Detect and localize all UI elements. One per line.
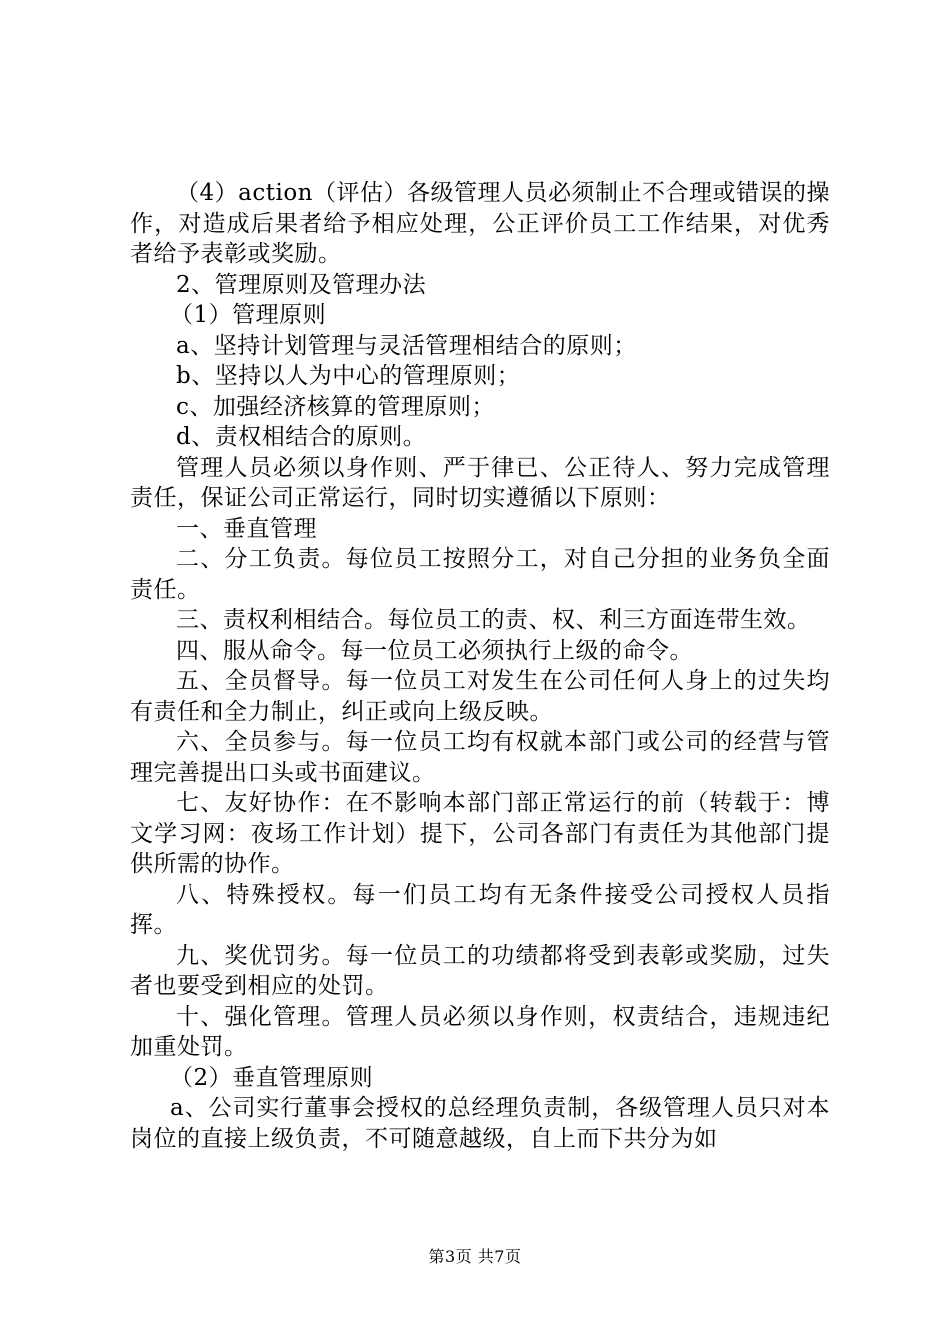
principle-8: 八、特殊授权。每一们员工均有无条件接受公司授权人员指挥。 bbox=[130, 881, 830, 938]
list-item-d: d、责权相结合的原则。 bbox=[176, 424, 427, 450]
principle-5: 五、全员督导。每一位员工对发生在公司任何人身上的过失均有责任和全力制止，纠正或向上级反映。 bbox=[130, 668, 830, 725]
list-item-b: b、坚持以人为中心的管理原则； bbox=[176, 363, 521, 389]
paragraph-manager-duties: 管理人员必须以身作则、严于律已、公正待人、努力完成管理责任，保证公司正常运行，同时切实遵循以下原则： bbox=[130, 454, 830, 511]
principle-10: 十、强化管理。管理人员必须以身作则，权责结合，违规违纪加重处罚。 bbox=[130, 1003, 830, 1060]
principle-9: 九、奖优罚劣。每一位员工的功绩都将受到表彰或奖励，过失者也要受到相应的处罚。 bbox=[130, 942, 830, 999]
heading-management-principles: 2、管理原则及管理办法 bbox=[176, 271, 427, 298]
subheading-principles: （1）管理原则 bbox=[170, 302, 327, 328]
principle-3: 三、责权利相结合。每位员工的责、权、利三方面连带生效。 bbox=[176, 607, 811, 633]
principle-4: 四、服从命令。每一位员工必须执行上级的命令。 bbox=[176, 637, 693, 664]
principle-1: 一、垂直管理 bbox=[176, 515, 317, 542]
principle-2: 二、分工负责。每位员工按照分工，对自己分担的业务负全面责任。 bbox=[130, 546, 830, 603]
subheading-vertical-management: （2）垂直管理原则 bbox=[170, 1064, 374, 1091]
list-item-a: a、坚持计划管理与灵活管理相结合的原则； bbox=[176, 332, 637, 359]
list-item-c: c、加强经济核算的管理原则； bbox=[176, 393, 495, 420]
principle-6: 六、全员参与。每一位员工均有权就本部门或公司的经营与管理完善提出口头或书面建议。 bbox=[130, 729, 830, 786]
principle-7: 七、友好协作：在不影响本部门部正常运行的前（转载于：博文学习网：夜场工作计划）提下，公司各部门有责任为其他部门提供所需的协作。 bbox=[130, 790, 830, 877]
page-number-footer: 第3页 共7页 bbox=[428, 1247, 522, 1266]
paragraph-action-evaluation: （4）action（评估）各级管理人员必须制止不合理或错误的操作，对造成后果者给予相应处理，公正评价员工工作结果，对优秀者给予表彰或奖励。 bbox=[130, 180, 830, 267]
document-body bbox=[130, 178, 830, 1154]
paragraph-vertical-a: a、公司实行董事会授权的总经理负责制，各级管理人员只对本岗位的直接上级负责，不可随意越级，自上而下共分为如 bbox=[130, 1095, 830, 1152]
